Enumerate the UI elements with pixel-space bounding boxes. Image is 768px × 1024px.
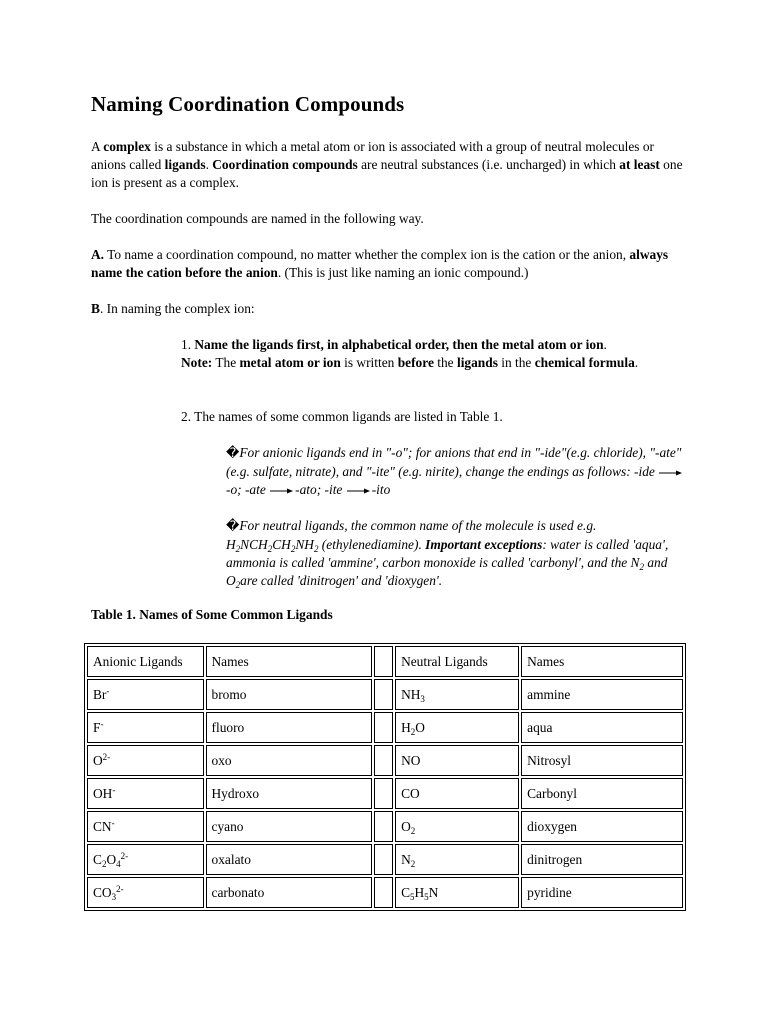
- formula-superscript: -: [111, 817, 115, 828]
- bullet-anionic-ligands: [226, 444, 686, 499]
- term-metal-atom: metal atom or ion: [239, 355, 341, 370]
- formula-subscript: 2: [267, 544, 273, 554]
- text-run: To name a coordination compound, no matter whether the complex ion is the cation or the anion,: [104, 247, 630, 262]
- formula-part: O: [93, 752, 103, 768]
- neutral-ligand-cell: [395, 712, 519, 743]
- neutral-name-cell: Carbonyl: [521, 778, 683, 809]
- table-caption: Table 1. Names of Some Common Ligands: [91, 607, 333, 622]
- header-anionic-ligands: Anionic Ligands: [87, 646, 204, 677]
- table-row: [87, 811, 683, 842]
- neutral-ligand-cell: CO: [395, 778, 519, 809]
- formula-part: O: [401, 818, 411, 834]
- neutral-ligand-cell: NO: [395, 745, 519, 776]
- formula-part: H: [226, 537, 236, 552]
- spacer-cell: [374, 712, 393, 743]
- term-coordination-compounds: Coordination compounds: [212, 157, 358, 172]
- anionic-name-cell: carbonato: [206, 877, 372, 908]
- neutral-ligand-cell: [395, 679, 519, 710]
- formula-part: NH: [401, 686, 421, 702]
- text-run: For neutral ligands, the common name of the molecule is used e.g.: [239, 518, 597, 533]
- formula-part: F: [93, 719, 101, 735]
- list-item-2: 2. The names of some common ligands are listed in Table 1.: [181, 409, 503, 424]
- neutral-ligand-cell: [395, 811, 519, 842]
- right-arrow-icon: [270, 487, 294, 495]
- term-ligands: ligands: [164, 157, 206, 172]
- anionic-name-cell: Hydroxo: [206, 778, 372, 809]
- anionic-name-cell: cyano: [206, 811, 372, 842]
- table-header-row: [87, 646, 683, 677]
- text-run: -ato; -ite: [295, 482, 346, 497]
- important-exceptions-label: Important exceptions: [425, 537, 543, 552]
- text-run: .: [634, 355, 639, 370]
- text-run: is written: [340, 355, 398, 370]
- list-item-1: [181, 336, 681, 372]
- rule-b-label: B: [91, 301, 100, 316]
- formula-part: CO: [93, 884, 112, 900]
- anionic-ligand-cell: [87, 745, 204, 776]
- right-arrow-icon: [659, 469, 683, 477]
- text-run: are neutral substances (i.e. uncharged) in which: [357, 157, 620, 172]
- formula-subscript: 2: [101, 858, 107, 869]
- term-complex: complex: [103, 139, 151, 154]
- text-run: are called 'dinitrogen' and 'dioxygen'.: [240, 573, 443, 588]
- text-run: .: [205, 157, 213, 172]
- bullet-glyph-icon: �: [226, 519, 240, 534]
- table-row: [87, 712, 683, 743]
- anionic-ligand-cell: [87, 712, 204, 743]
- rule-b-paragraph: [91, 300, 691, 318]
- spacer-cell: [374, 745, 393, 776]
- note-label: Note:: [181, 355, 213, 370]
- formula-part: C: [93, 851, 102, 867]
- formula-part: O: [106, 851, 117, 867]
- text-run: is a substance in which a metal atom or ion is associated with a group of neutral molecules or anions called: [91, 139, 655, 172]
- formula-superscript: 2-: [116, 883, 124, 894]
- formula-part: NCH: [240, 537, 268, 552]
- formula-subscript: 3: [420, 693, 425, 704]
- spacer-cell: [374, 679, 393, 710]
- header-names-2: Names: [521, 646, 683, 677]
- term-ligands: ligands: [456, 355, 498, 370]
- table-row: [87, 679, 683, 710]
- text-run: . In naming the complex ion:: [99, 301, 255, 316]
- anionic-name-cell: fluoro: [206, 712, 372, 743]
- text-run: -o; -ate: [226, 482, 270, 497]
- neutral-name-cell: dioxygen: [521, 811, 683, 842]
- text-run: : water is called 'aqua', ammonia is called 'ammine', carbon monoxide is called 'carbonyl', and the N: [226, 537, 669, 570]
- formula-part: N: [428, 884, 439, 900]
- neutral-name-cell: Nitrosyl: [521, 745, 683, 776]
- anionic-ligand-cell: [87, 877, 204, 908]
- formula-superscript: -: [112, 784, 116, 795]
- list-number: 1.: [181, 337, 195, 352]
- neutral-ligand-cell: [395, 844, 519, 875]
- term-before: before: [397, 355, 434, 370]
- anionic-ligand-cell: [87, 811, 204, 842]
- text-run: .: [603, 337, 607, 352]
- term-at-least: at least: [619, 157, 660, 172]
- rule-a-label: A.: [91, 247, 105, 262]
- spacer-cell: [374, 877, 393, 908]
- formula-part: C: [401, 884, 410, 900]
- anionic-ligand-cell: [87, 844, 204, 875]
- text-run: and O: [226, 555, 668, 588]
- naming-intro-paragraph: The coordination compounds are named in the following way.: [91, 211, 424, 226]
- formula-subscript: 2: [235, 580, 241, 590]
- spacer-cell: [374, 778, 393, 809]
- neutral-name-cell: pyridine: [521, 877, 683, 908]
- table-row: [87, 778, 683, 809]
- header-names-1: Names: [206, 646, 372, 677]
- rule-a-emphasis: always name the cation before the anion: [91, 247, 669, 280]
- anionic-name-cell: oxo: [206, 745, 372, 776]
- formula-subscript: 2: [410, 858, 416, 869]
- formula-subscript: 5: [424, 891, 429, 902]
- bullet-neutral-ligands: [226, 517, 686, 590]
- bullet-glyph-icon: �: [226, 446, 240, 461]
- rule-a-paragraph: [91, 246, 691, 282]
- formula-superscript: -: [100, 718, 104, 729]
- ligands-table: [84, 643, 686, 911]
- formula-subscript: 2: [639, 562, 644, 572]
- neutral-name-cell: ammine: [521, 679, 683, 710]
- formula-superscript: 2-: [120, 850, 129, 861]
- neutral-ligand-cell: [395, 877, 519, 908]
- formula-subscript: 2: [313, 544, 319, 554]
- text-run: -ito: [371, 482, 391, 497]
- right-arrow-icon: [347, 487, 371, 495]
- formula-part: N: [401, 851, 411, 867]
- anionic-name-cell: oxalato: [206, 844, 372, 875]
- formula-subscript: 2: [410, 825, 416, 836]
- formula-part: NH: [295, 537, 314, 552]
- neutral-name-cell: dinitrogen: [521, 844, 683, 875]
- spacer-cell: [374, 811, 393, 842]
- anionic-ligand-cell: [87, 679, 204, 710]
- item-1-emphasis: Name the ligands first, in alphabetical order, then the metal atom or ion: [194, 337, 604, 352]
- formula-part: O: [415, 719, 425, 735]
- text-run: (ethylenediamine).: [318, 537, 426, 552]
- formula-subscript: 5: [410, 891, 415, 902]
- formula-subscript: 2: [410, 726, 416, 737]
- formula-subscript: 4: [116, 858, 121, 869]
- formula-part: H: [401, 719, 411, 735]
- text-run: in the: [497, 355, 535, 370]
- term-chemical-formula: chemical formula: [534, 355, 635, 370]
- table-row: [87, 877, 683, 908]
- intro-paragraph: [91, 138, 691, 192]
- page-title: Naming Coordination Compounds: [91, 92, 405, 116]
- header-neutral-ligands: Neutral Ligands: [395, 646, 519, 677]
- text-run: The: [212, 355, 240, 370]
- neutral-name-cell: aqua: [521, 712, 683, 743]
- text-run: one ion is present as a complex.: [91, 157, 683, 190]
- formula-superscript: 2-: [102, 751, 111, 762]
- formula-part: Br: [93, 686, 107, 702]
- text-run: A: [91, 139, 104, 154]
- formula-part: CN: [93, 818, 112, 834]
- formula-part: CH: [272, 537, 291, 552]
- table-row: [87, 844, 683, 875]
- table-row: [87, 745, 683, 776]
- formula-subscript: 3: [111, 891, 117, 902]
- text-run: For anionic ligands end in "-o"; for anions that end in "-ide"(e.g. chloride), "-ate" (e.g. sulfate, nitrate), and "-ite" (e.g. nirite), change the endings as follows: -ide: [226, 445, 682, 479]
- formula-part: OH: [93, 785, 113, 801]
- anionic-ligand-cell: [87, 778, 204, 809]
- header-spacer: [374, 646, 393, 677]
- formula-subscript: 2: [235, 544, 241, 554]
- spacer-cell: [374, 844, 393, 875]
- text-run: the: [433, 355, 457, 370]
- text-run: . (This is just like naming an ionic compound.): [277, 265, 529, 280]
- formula-superscript: -: [106, 685, 110, 696]
- formula-part: H: [414, 884, 425, 900]
- anionic-name-cell: bromo: [206, 679, 372, 710]
- formula-subscript: 2: [290, 544, 296, 554]
